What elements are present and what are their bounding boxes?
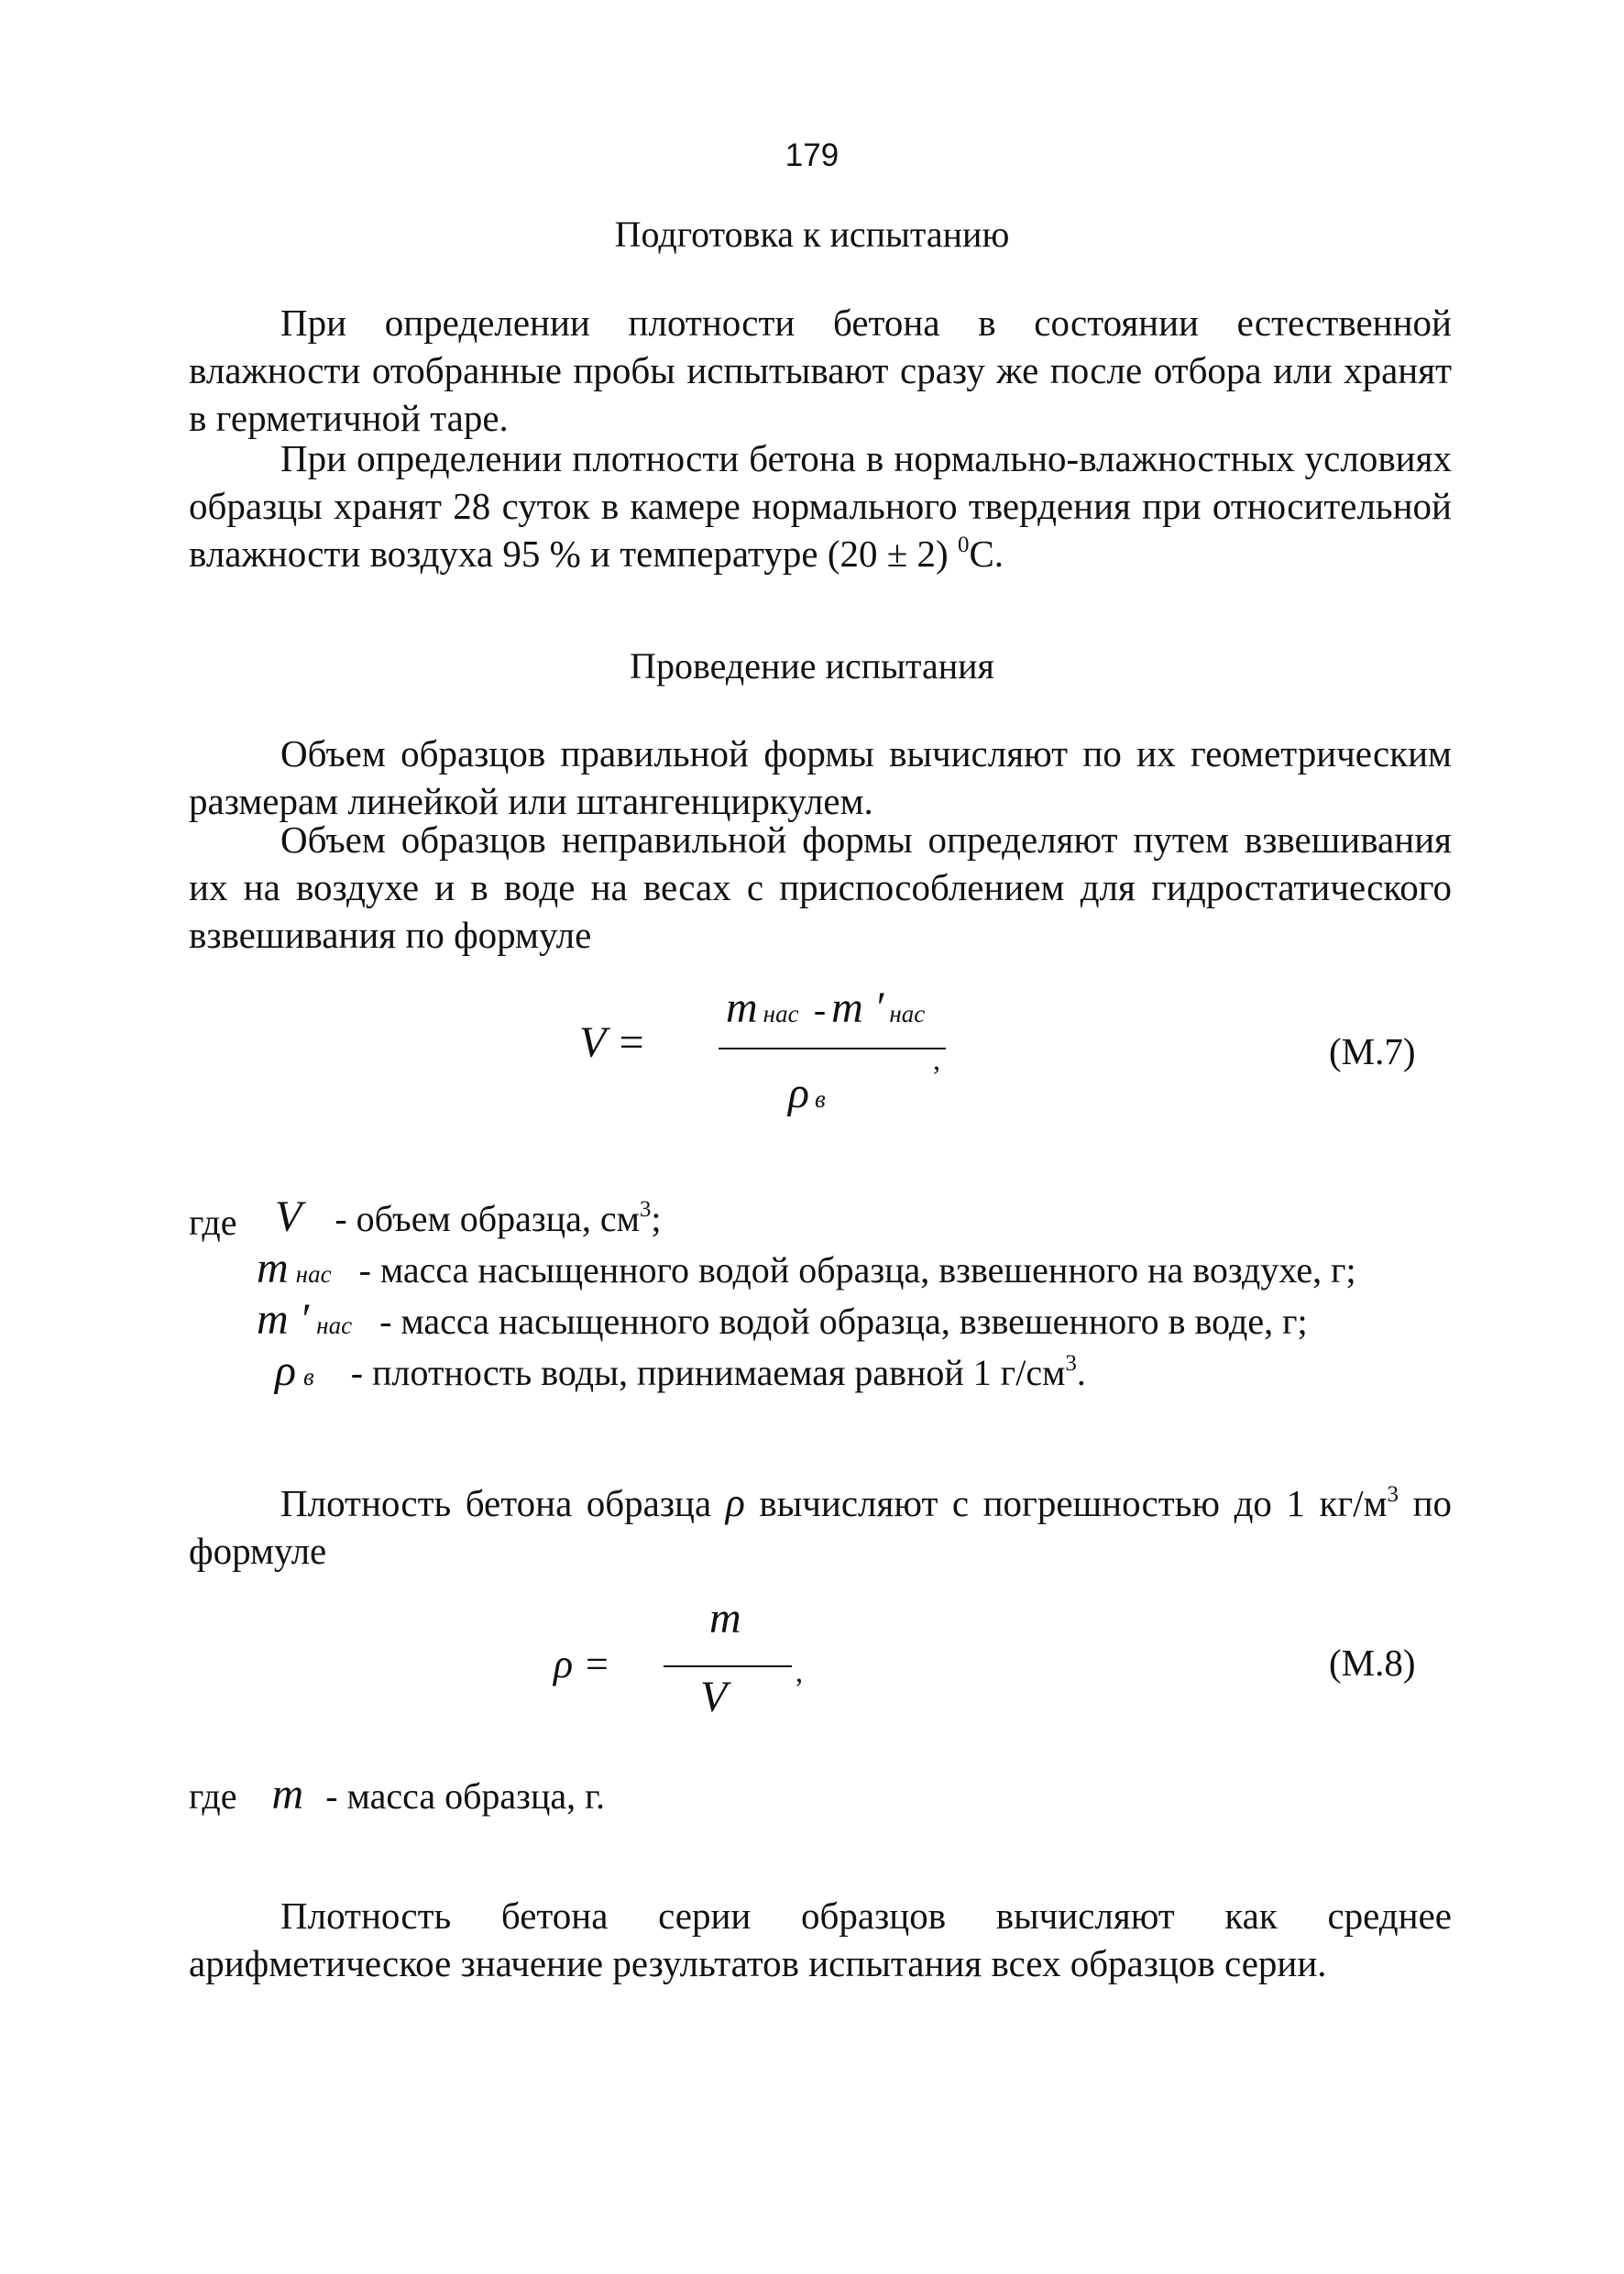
paragraph-normal-conditions (189, 434, 1452, 577)
formula-m8-comma: , (796, 1655, 803, 1688)
paragraph-density-tail: по формуле (189, 1482, 1453, 1572)
paragraph-irregular-shape: Объем образцов неправильной формы определяют путем взвешивания их на воздухе и в воде на весах с приспособлением для гидростатического взвешивания по формуле (189, 818, 1452, 956)
legend-m7-row (257, 1294, 1308, 1345)
formula-m7-denominator (788, 1068, 826, 1118)
formula-m7-minus: - (813, 989, 827, 1030)
legend-m7-symbol: V (275, 1192, 302, 1241)
legend-m7-text: - масса насыщенного водой образца, взвешенного в воде, г; (379, 1301, 1308, 1342)
legend-m7-row (257, 1243, 1356, 1293)
section-heading-testing: Проведение испытания (630, 645, 994, 687)
legend-m7-sup: 3 (1065, 1351, 1077, 1376)
legend-m7-text: - объем образца, см (335, 1198, 640, 1239)
legend-m7-subscript: нас (316, 1312, 353, 1339)
formula-m8-fraction-line (664, 1665, 792, 1667)
paragraph-density-sup: 3 (1387, 1482, 1399, 1507)
formula-m7-den-rho: ρ (788, 1069, 810, 1117)
paragraph-natural-moisture: При определении плотности бетона в состоянии естественной влажности отобранные пробы испытывают сразу же после отбора или хранят в герметичной таре. (189, 302, 1452, 439)
section-heading-preparation: Подготовка к испытанию (614, 214, 1010, 255)
page-number: 179 (785, 137, 839, 173)
legend-m7-row (275, 1346, 1086, 1396)
paragraph-density-after: вычисляют с погрешностью до 1 кг/м (759, 1482, 1388, 1524)
legend-m7-sup: 3 (639, 1197, 652, 1222)
formula-m7-label: (М.7) (1329, 1030, 1416, 1072)
legend-m7-end: . (1076, 1352, 1086, 1393)
legend-m7-row (275, 1192, 662, 1242)
paragraph-series-density: Плотность бетона серии образцов вычисляют как среднее арифметическое значение результатов испытания всех образцов серии. (189, 1895, 1452, 1984)
paragraph-density-rho: ρ (725, 1480, 745, 1525)
legend-m7-text: - масса насыщенного водой образца, взвешенного на воздухе, г; (358, 1249, 1356, 1291)
paragraph-normal-conditions-end: С. (969, 533, 1004, 575)
legend-m7-text: - плотность воды, принимаемая равной 1 г/см (350, 1352, 1066, 1393)
formula-m7-fraction-line (719, 1048, 946, 1049)
paragraph-normal-conditions-text: При определении плотности бетона в нормально-влажностных условиях образцы хранят 28 суток в камере нормального твердения при относительной влажности воздуха 95 % и температуре (20 ± 2) (189, 437, 1452, 575)
legend-m7-end: ; (651, 1198, 662, 1239)
paragraph-density-before: Плотность бетона образца (280, 1482, 712, 1524)
legend-m8-text: - масса образца, г. (325, 1775, 606, 1817)
formula-m7-num-sub1: нас (763, 1000, 799, 1027)
formula-m7-numerator (726, 983, 925, 1033)
formula-m7-lhs: V = (579, 1018, 646, 1067)
legend-m8 (189, 1769, 605, 1819)
formula-m8-denominator: V (700, 1673, 728, 1721)
paragraph-regular-shape: Объем образцов правильной формы вычисляют по их геометрическим размерам линейкой или штангенциркулем. (189, 732, 1452, 822)
formula-m7-comma: , (933, 1043, 940, 1076)
formula-m7-num-m-prime: m ′ (831, 983, 884, 1032)
formula-m7-den-sub: в (815, 1085, 826, 1113)
legend-m7-symbol: m (257, 1244, 289, 1292)
legend-m7-subscript: нас (295, 1260, 332, 1288)
legend-m7-where: где (189, 1202, 237, 1243)
paragraph-density (189, 1479, 1452, 1575)
formula-m8-numerator: m (709, 1594, 741, 1642)
formula-m7-num-sub2: нас (889, 1000, 926, 1027)
formula-m7-num-m: m (726, 983, 758, 1032)
legend-m7-symbol: m ′ (257, 1295, 310, 1344)
formula-m8-label: (М.8) (1329, 1642, 1416, 1684)
legend-m8-symbol: m (271, 1770, 304, 1818)
legend-m7-symbol: ρ (275, 1346, 297, 1395)
legend-m7-subscript: в (303, 1363, 314, 1390)
legend-m8-where: где (189, 1775, 237, 1817)
degree-superscript: 0 (957, 533, 970, 557)
formula-m8-lhs: ρ = (554, 1642, 610, 1686)
